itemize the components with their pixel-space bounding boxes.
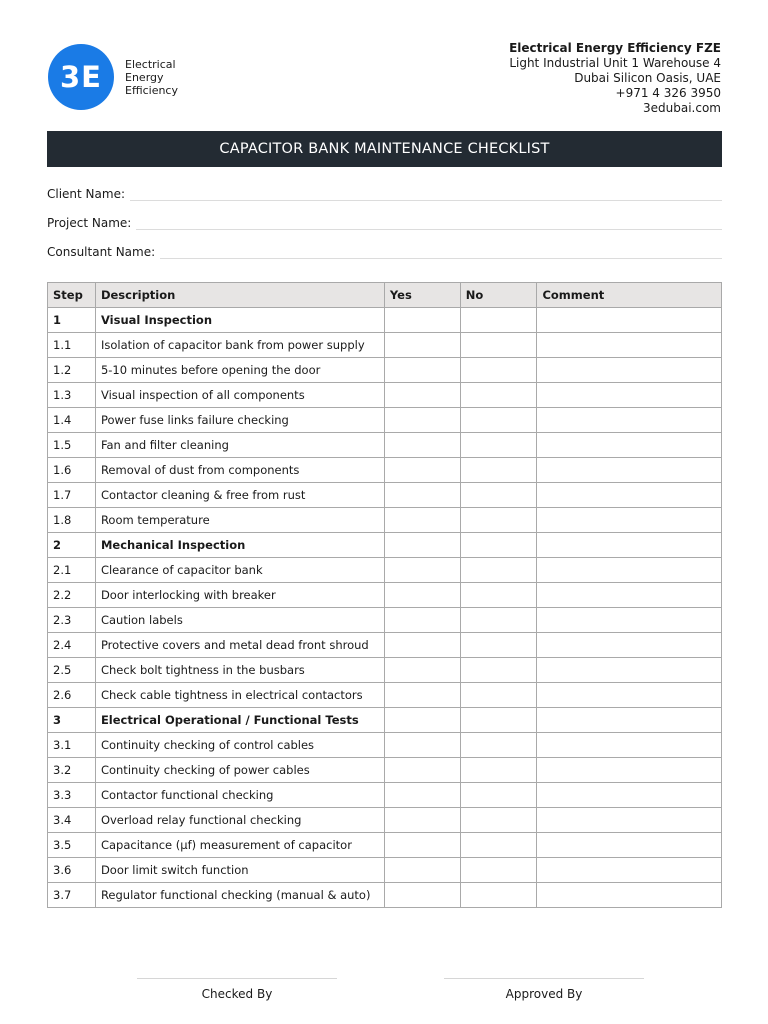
description-cell: Visual Inspection xyxy=(95,308,384,333)
table-row xyxy=(48,358,722,383)
description-cell: Continuity checking of power cables xyxy=(95,758,384,783)
comment-cell[interactable] xyxy=(537,308,722,333)
step-cell: 2.5 xyxy=(48,658,96,683)
description-cell: Caution labels xyxy=(95,608,384,633)
step-cell: 1.8 xyxy=(48,508,96,533)
table-row xyxy=(48,558,722,583)
description-cell: Check bolt tightness in the busbars xyxy=(95,658,384,683)
no-cell[interactable] xyxy=(460,608,537,633)
comment-cell[interactable] xyxy=(537,383,722,408)
table-row xyxy=(48,683,722,708)
no-cell[interactable] xyxy=(460,858,537,883)
section-row xyxy=(48,308,722,333)
checklist-body xyxy=(48,308,722,908)
comment-cell[interactable] xyxy=(537,583,722,608)
table-row xyxy=(48,783,722,808)
description-cell: Isolation of capacitor bank from power supply xyxy=(95,333,384,358)
description-cell: Clearance of capacitor bank xyxy=(95,558,384,583)
logo-word-2: Energy xyxy=(125,70,164,84)
table-header-row xyxy=(48,283,722,308)
description-cell: Continuity checking of control cables xyxy=(95,733,384,758)
table-row xyxy=(48,833,722,858)
header-description: Description xyxy=(95,283,384,308)
table-row xyxy=(48,333,722,358)
section-row xyxy=(48,708,722,733)
logo-mark: 3E xyxy=(48,44,114,110)
client-name-field xyxy=(47,185,722,201)
description-cell: Room temperature xyxy=(95,508,384,533)
table-row xyxy=(48,733,722,758)
consultant-name-field xyxy=(47,243,722,259)
company-phone: +971 4 326 3950 xyxy=(615,86,721,100)
description-cell: Regulator functional checking (manual & auto) xyxy=(95,883,384,908)
checked-by-signature xyxy=(137,978,337,1001)
no-cell[interactable] xyxy=(460,358,537,383)
company-name: Electrical Energy Efficiency FZE xyxy=(509,41,721,55)
description-cell: Removal of dust from components xyxy=(95,458,384,483)
comment-cell[interactable] xyxy=(537,408,722,433)
yes-cell[interactable] xyxy=(384,408,460,433)
yes-cell[interactable] xyxy=(384,883,460,908)
step-cell: 2.3 xyxy=(48,608,96,633)
no-cell[interactable] xyxy=(460,808,537,833)
consultant-name-line[interactable] xyxy=(160,249,722,259)
no-cell[interactable] xyxy=(460,758,537,783)
yes-cell[interactable] xyxy=(384,783,460,808)
document-title: CAPACITOR BANK MAINTENANCE CHECKLIST xyxy=(219,141,550,157)
step-cell: 2 xyxy=(48,533,96,558)
comment-cell[interactable] xyxy=(537,608,722,633)
yes-cell[interactable] xyxy=(384,358,460,383)
step-cell: 3.7 xyxy=(48,883,96,908)
table-row xyxy=(48,633,722,658)
table-row xyxy=(48,808,722,833)
no-cell[interactable] xyxy=(460,408,537,433)
yes-cell[interactable] xyxy=(384,308,460,333)
step-cell: 1.5 xyxy=(48,433,96,458)
comment-cell[interactable] xyxy=(537,558,722,583)
yes-cell[interactable] xyxy=(384,433,460,458)
step-cell: 2.2 xyxy=(48,583,96,608)
yes-cell[interactable] xyxy=(384,508,460,533)
logo-wordmark xyxy=(125,58,178,97)
yes-cell[interactable] xyxy=(384,708,460,733)
description-cell: Door limit switch function xyxy=(95,858,384,883)
step-cell: 1.3 xyxy=(48,383,96,408)
company-website: 3edubai.com xyxy=(643,101,721,115)
step-cell: 1.2 xyxy=(48,358,96,383)
approved-by-line[interactable] xyxy=(444,978,644,979)
comment-cell[interactable] xyxy=(537,433,722,458)
header-no: No xyxy=(460,283,537,308)
header-comment: Comment xyxy=(537,283,722,308)
approved-by-signature xyxy=(444,978,644,1001)
description-cell: Door interlocking with breaker xyxy=(95,583,384,608)
no-cell[interactable] xyxy=(460,833,537,858)
no-cell[interactable] xyxy=(460,633,537,658)
no-cell[interactable] xyxy=(460,508,537,533)
comment-cell[interactable] xyxy=(537,833,722,858)
comment-cell[interactable] xyxy=(537,483,722,508)
comment-cell[interactable] xyxy=(537,733,722,758)
comment-cell[interactable] xyxy=(537,458,722,483)
table-row xyxy=(48,383,722,408)
project-name-label: Project Name: xyxy=(47,216,132,230)
no-cell[interactable] xyxy=(460,733,537,758)
yes-cell[interactable] xyxy=(384,658,460,683)
project-name-field xyxy=(47,214,722,230)
description-cell: Protective covers and metal dead front shroud xyxy=(95,633,384,658)
yes-cell[interactable] xyxy=(384,483,460,508)
yes-cell[interactable] xyxy=(384,333,460,358)
logo-word-1: Electrical xyxy=(125,57,176,71)
description-cell: Power fuse links failure checking xyxy=(95,408,384,433)
yes-cell[interactable] xyxy=(384,608,460,633)
step-cell: 2.6 xyxy=(48,683,96,708)
step-cell: 3.5 xyxy=(48,833,96,858)
checked-by-line[interactable] xyxy=(137,978,337,979)
table-row xyxy=(48,658,722,683)
description-cell: 5-10 minutes before opening the door xyxy=(95,358,384,383)
comment-cell[interactable] xyxy=(537,683,722,708)
step-cell: 3.2 xyxy=(48,758,96,783)
description-cell: Overload relay functional checking xyxy=(95,808,384,833)
approved-by-label: Approved By xyxy=(505,987,583,1001)
company-details xyxy=(509,41,721,116)
no-cell[interactable] xyxy=(460,783,537,808)
step-cell: 3.1 xyxy=(48,733,96,758)
table-row xyxy=(48,608,722,633)
yes-cell[interactable] xyxy=(384,558,460,583)
step-cell: 3.4 xyxy=(48,808,96,833)
yes-cell[interactable] xyxy=(384,858,460,883)
description-cell: Electrical Operational / Functional Tests xyxy=(95,708,384,733)
company-address-line-2: Dubai Silicon Oasis, UAE xyxy=(574,71,721,85)
comment-cell[interactable] xyxy=(537,783,722,808)
description-cell: Capacitance (µf) measurement of capacitor xyxy=(95,833,384,858)
no-cell[interactable] xyxy=(460,683,537,708)
step-cell: 1.1 xyxy=(48,333,96,358)
comment-cell[interactable] xyxy=(537,858,722,883)
yes-cell[interactable] xyxy=(384,533,460,558)
comment-cell[interactable] xyxy=(537,508,722,533)
no-cell[interactable] xyxy=(460,383,537,408)
comment-cell[interactable] xyxy=(537,808,722,833)
checked-by-label: Checked By xyxy=(201,987,273,1001)
yes-cell[interactable] xyxy=(384,758,460,783)
header-yes: Yes xyxy=(384,283,460,308)
description-cell: Contactor functional checking xyxy=(95,783,384,808)
yes-cell[interactable] xyxy=(384,733,460,758)
step-cell: 3.3 xyxy=(48,783,96,808)
comment-cell[interactable] xyxy=(537,658,722,683)
yes-cell[interactable] xyxy=(384,833,460,858)
table-row xyxy=(48,858,722,883)
description-cell: Visual inspection of all components xyxy=(95,383,384,408)
company-address-line-1: Light Industrial Unit 1 Warehouse 4 xyxy=(509,56,721,70)
comment-cell[interactable] xyxy=(537,633,722,658)
table-row xyxy=(48,483,722,508)
comment-cell[interactable] xyxy=(537,333,722,358)
description-cell: Contactor cleaning & free from rust xyxy=(95,483,384,508)
yes-cell[interactable] xyxy=(384,383,460,408)
no-cell[interactable] xyxy=(460,458,537,483)
step-cell: 1.6 xyxy=(48,458,96,483)
comment-cell[interactable] xyxy=(537,883,722,908)
no-cell[interactable] xyxy=(460,658,537,683)
yes-cell[interactable] xyxy=(384,633,460,658)
yes-cell[interactable] xyxy=(384,583,460,608)
yes-cell[interactable] xyxy=(384,683,460,708)
comment-cell[interactable] xyxy=(537,758,722,783)
no-cell[interactable] xyxy=(460,333,537,358)
comment-cell[interactable] xyxy=(537,358,722,383)
step-cell: 1.7 xyxy=(48,483,96,508)
section-row xyxy=(48,533,722,558)
yes-cell[interactable] xyxy=(384,458,460,483)
no-cell[interactable] xyxy=(460,483,537,508)
logo-word-3: Efficiency xyxy=(125,83,178,97)
no-cell[interactable] xyxy=(460,308,537,333)
no-cell[interactable] xyxy=(460,708,537,733)
step-cell: 1 xyxy=(48,308,96,333)
yes-cell[interactable] xyxy=(384,808,460,833)
step-cell: 1.4 xyxy=(48,408,96,433)
header-step: Step xyxy=(48,283,96,308)
step-cell: 2.4 xyxy=(48,633,96,658)
comment-cell[interactable] xyxy=(537,533,722,558)
step-cell: 3 xyxy=(48,708,96,733)
table-row xyxy=(48,433,722,458)
document-title-bar xyxy=(47,131,722,167)
table-row xyxy=(48,508,722,533)
no-cell[interactable] xyxy=(460,533,537,558)
company-logo xyxy=(48,44,178,110)
client-name-line[interactable] xyxy=(130,191,722,201)
comment-cell[interactable] xyxy=(537,708,722,733)
checklist-table xyxy=(47,282,722,908)
no-cell[interactable] xyxy=(460,558,537,583)
table-row xyxy=(48,458,722,483)
table-row xyxy=(48,583,722,608)
description-cell: Check cable tightness in electrical contactors xyxy=(95,683,384,708)
table-row xyxy=(48,758,722,783)
no-cell[interactable] xyxy=(460,883,537,908)
description-cell: Mechanical Inspection xyxy=(95,533,384,558)
table-row xyxy=(48,408,722,433)
consultant-name-label: Consultant Name: xyxy=(47,245,156,259)
step-cell: 3.6 xyxy=(48,858,96,883)
table-row xyxy=(48,883,722,908)
project-name-line[interactable] xyxy=(136,220,722,230)
no-cell[interactable] xyxy=(460,583,537,608)
client-name-label: Client Name: xyxy=(47,187,125,201)
step-cell: 2.1 xyxy=(48,558,96,583)
description-cell: Fan and filter cleaning xyxy=(95,433,384,458)
no-cell[interactable] xyxy=(460,433,537,458)
